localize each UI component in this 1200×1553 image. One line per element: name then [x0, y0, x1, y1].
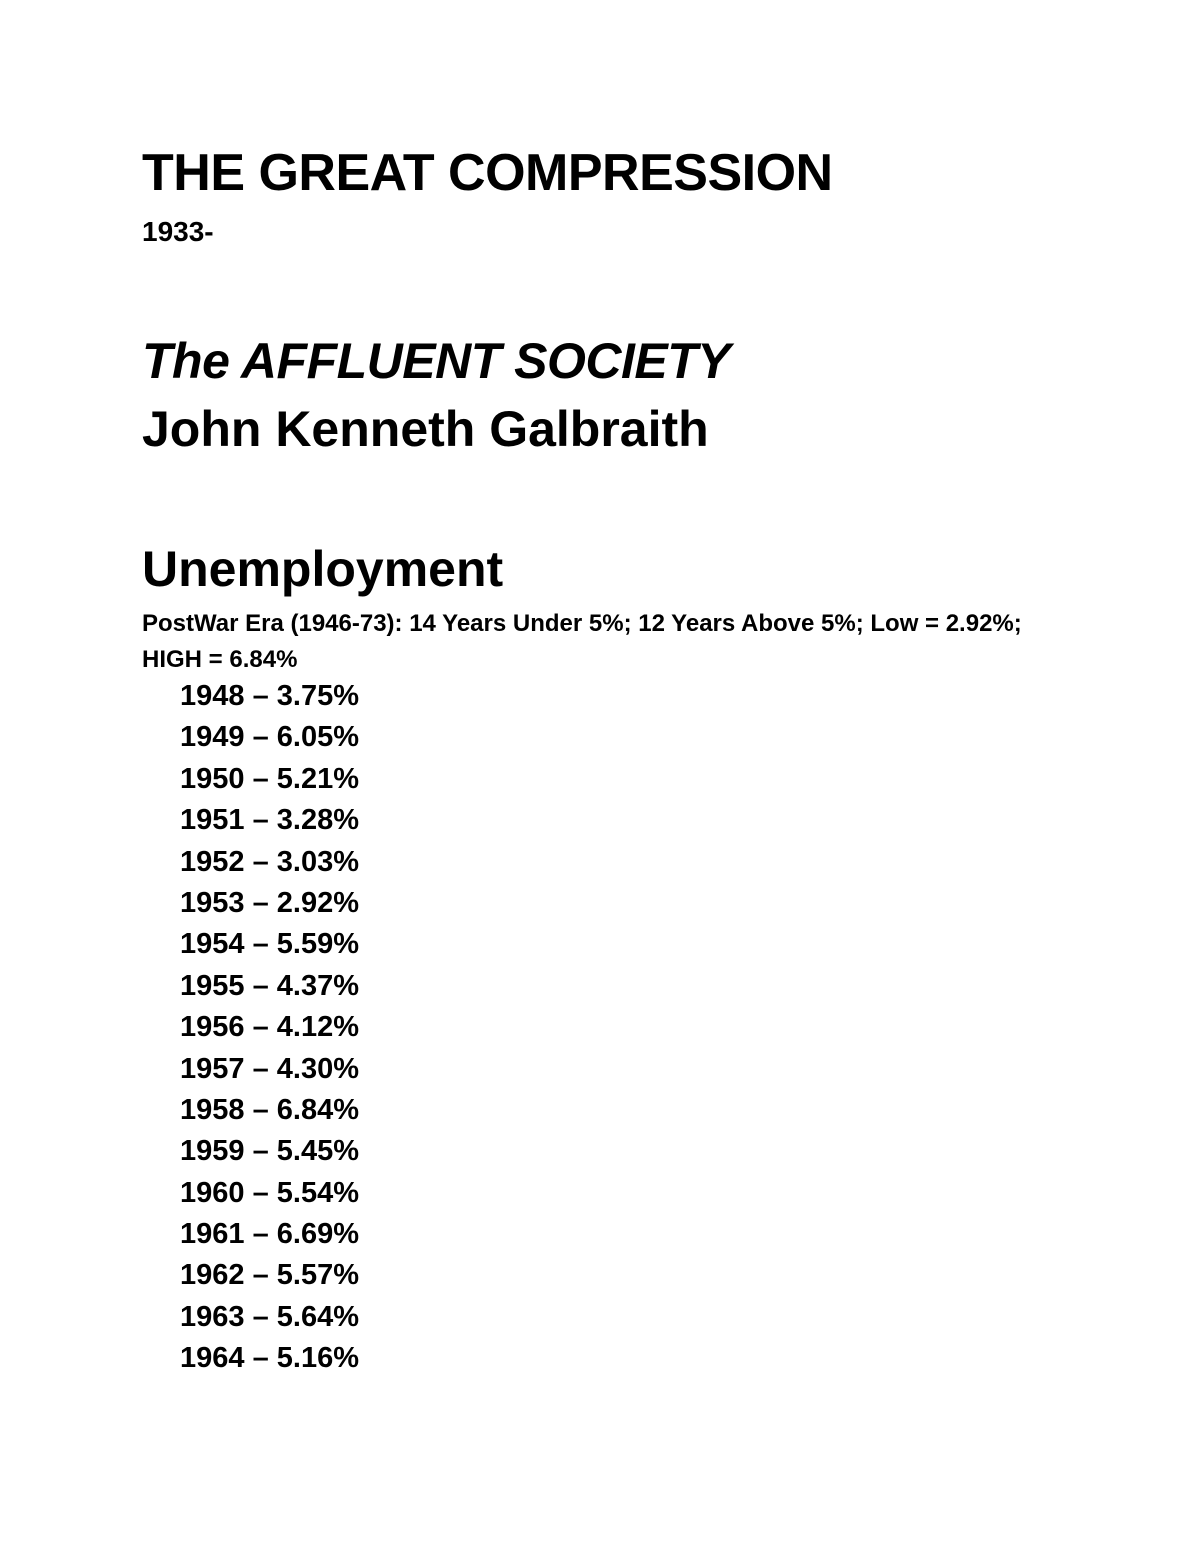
unemployment-list: [180, 676, 359, 1380]
list-item: 1955 – 4.37%: [180, 969, 359, 1002]
list-item: 1958 – 6.84%: [180, 1093, 359, 1126]
page-subtitle-year: 1933-: [142, 216, 214, 247]
section-heading-unemployment: Unemployment: [142, 541, 504, 597]
list-item: 1950 – 5.21%: [180, 762, 359, 795]
list-item: 1960 – 5.54%: [180, 1176, 359, 1209]
list-item: 1957 – 4.30%: [180, 1052, 359, 1085]
list-item: 1953 – 2.92%: [180, 886, 359, 919]
list-item: 1964 – 5.16%: [180, 1342, 359, 1375]
list-item: 1956 – 4.12%: [180, 1011, 359, 1044]
list-item: 1949 – 6.05%: [180, 721, 359, 754]
book-author: John Kenneth Galbraith: [142, 401, 709, 457]
list-item: 1951 – 3.28%: [180, 804, 359, 837]
list-item: 1954 – 5.59%: [180, 928, 359, 961]
list-item: 1952 – 3.03%: [180, 845, 359, 878]
page-title: THE GREAT COMPRESSION: [142, 144, 833, 202]
list-item: 1961 – 6.69%: [180, 1218, 359, 1251]
list-item: 1959 – 5.45%: [180, 1135, 359, 1168]
unemployment-summary: PostWar Era (1946-73): 14 Years Under 5%; 12 Years Above 5%; Low = 2.92%; HIGH = 6.84%: [142, 610, 1022, 673]
list-item: 1948 – 3.75%: [180, 680, 359, 712]
list-item: 1962 – 5.57%: [180, 1259, 359, 1292]
list-item: 1963 – 5.64%: [180, 1300, 359, 1333]
book-title: The AFFLUENT SOCIETY: [142, 333, 731, 389]
